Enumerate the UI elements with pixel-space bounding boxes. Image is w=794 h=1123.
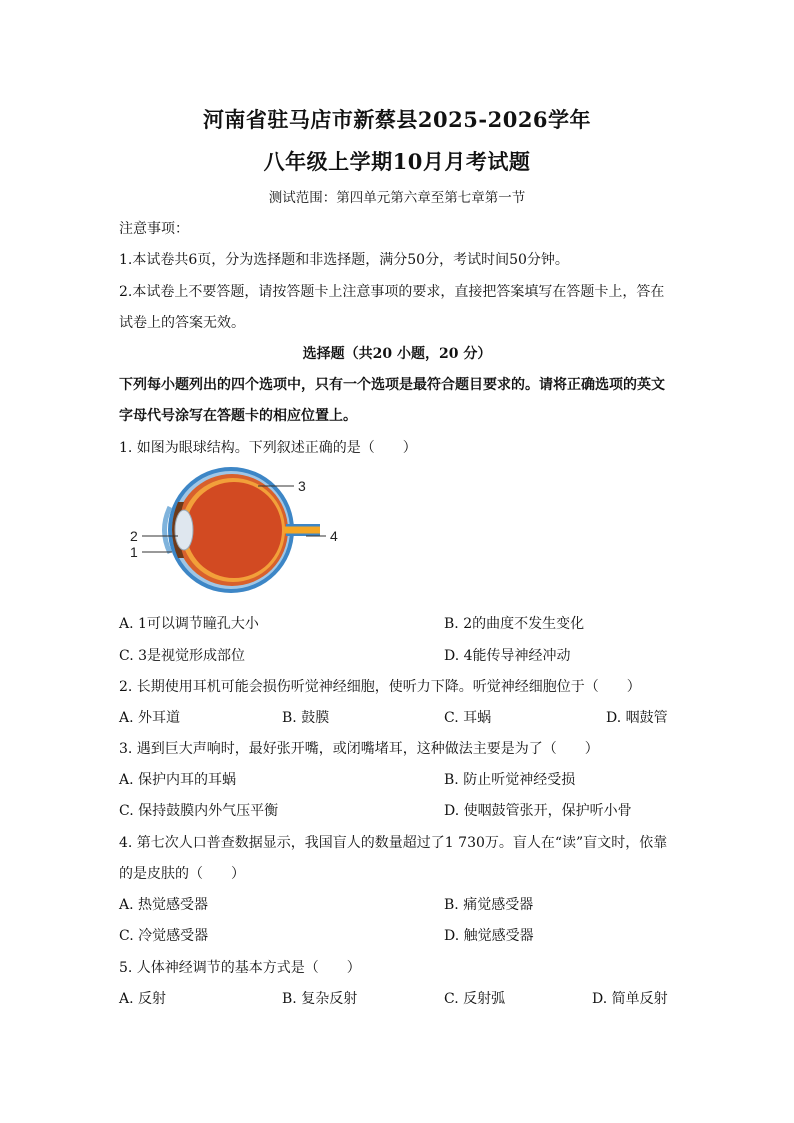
q5-option-a: A. 反射 (119, 991, 167, 1007)
q2-option-d: D. 咽鼓管 (606, 710, 668, 726)
question-5-stem: 5. 人体神经调节的基本方式是（ ） (119, 960, 361, 976)
question-1-stem: 1. 如图为眼球结构。下列叙述正确的是（ ） (119, 440, 417, 456)
question-4-stem-line1: 4. 第七次人口普查数据显示，我国盲人的数量超过了1 730万。盲人在“读”盲文时，依靠 (119, 835, 668, 851)
q4-option-d: D. 触觉感受器 (444, 928, 534, 944)
exam-title-line2: 八年级上学期10月月考试题 (263, 149, 531, 174)
question-2-stem: 2. 长期使用耳机可能会损伤听觉神经细胞，使听力下降。听觉神经细胞位于（ ） (119, 679, 641, 695)
q4-option-c: C. 冷觉感受器 (119, 928, 209, 944)
eye-vitreous (186, 482, 282, 578)
q4-option-a: A. 热觉感受器 (119, 897, 209, 913)
q3-option-a: A. 保护内耳的耳蜗 (119, 772, 237, 788)
notes-item-1: 1.本试卷共6页，分为选择题和非选择题，满分50分，考试时间50分钟。 (119, 252, 569, 268)
q1-option-a: A. 1可以调节瞳孔大小 (119, 616, 259, 632)
exam-title-line1: 河南省驻马店市新蔡县2025-2026学年 (202, 107, 592, 132)
optic-nerve (284, 527, 320, 534)
section-instruction-line1: 下列每小题列出的四个选项中，只有一个选项是最符合题目要求的。请将正确选项的英文 (119, 377, 665, 393)
q3-option-b: B. 防止听觉神经受损 (444, 772, 576, 788)
q5-option-d: D. 简单反射 (592, 991, 668, 1007)
q3-option-c: C. 保持鼓膜内外气压平衡 (119, 803, 279, 819)
q2-option-c: C. 耳蜗 (444, 710, 492, 726)
q5-option-b: B. 复杂反射 (282, 991, 358, 1007)
figure-label-1: 1 (130, 544, 138, 560)
figure-label-3: 3 (298, 478, 306, 494)
figure-label-4: 4 (330, 528, 338, 544)
eye-structure-diagram (126, 462, 346, 598)
notes-heading: 注意事项： (119, 221, 189, 237)
notes-item-2-line2: 试卷上的答案无效。 (119, 315, 245, 331)
question-3-stem: 3. 遇到巨大声响时，最好张开嘴，或闭嘴堵耳，这种做法主要是为了（ ） (119, 741, 599, 757)
q1-option-c: C. 3是视觉形成部位 (119, 648, 246, 664)
section-heading: 选择题（共20 小题，20 分） (302, 346, 492, 362)
q4-option-b: B. 痛觉感受器 (444, 897, 534, 913)
q1-option-d: D. 4能传导神经冲动 (444, 648, 571, 664)
q2-option-a: A. 外耳道 (119, 710, 181, 726)
notes-item-2-line1: 2.本试卷上不要答题，请按答题卡上注意事项的要求，直接把答案填写在答题卡上，答在 (119, 284, 665, 300)
q5-option-c: C. 反射弧 (444, 991, 506, 1007)
q2-option-b: B. 鼓膜 (282, 710, 330, 726)
q1-option-b: B. 2的曲度不发生变化 (444, 616, 585, 632)
question-4-stem-line2: 的是皮肤的（ ） (119, 866, 245, 882)
q3-option-d: D. 使咽鼓管张开，保护听小骨 (444, 803, 632, 819)
test-scope: 测试范围：第四单元第六章至第七章第一节 (268, 190, 526, 206)
figure-label-2: 2 (130, 528, 138, 544)
eye-lens (175, 510, 193, 550)
section-instruction-line2: 字母代号涂写在答题卡的相应位置上。 (119, 408, 357, 424)
